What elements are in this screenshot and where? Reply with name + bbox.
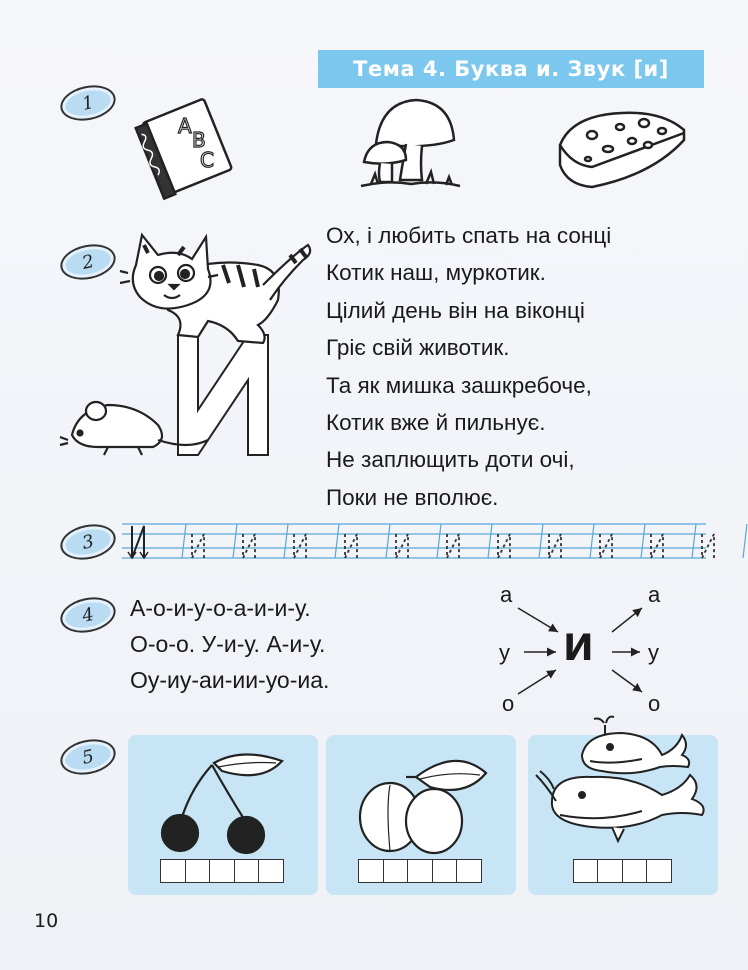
task-badge-3: 3 (57, 520, 119, 565)
abc-letter-b: B (192, 128, 206, 152)
abc-letter-a: A (178, 114, 192, 138)
page-number: 10 (34, 910, 59, 932)
letter-box[interactable] (209, 859, 235, 883)
letter-trace (651, 534, 663, 558)
letter-box[interactable] (258, 859, 284, 883)
letter-trace (396, 534, 408, 558)
vowel-left-bottom: о (502, 691, 515, 716)
poem-line: Котик вже й пильнує. (326, 410, 546, 436)
letter-trace (498, 534, 510, 558)
abc-book-picture (140, 95, 240, 195)
poem-line: Та як мишка зашкребоче, (326, 372, 592, 398)
vowel-right-top: а (648, 582, 661, 607)
cherries-picture (152, 747, 302, 857)
letter-trace (600, 534, 612, 558)
letter-box[interactable] (646, 859, 672, 883)
letter-boxes (128, 859, 318, 885)
letter-box[interactable] (358, 859, 384, 883)
letter-trace (345, 534, 357, 558)
whales-picture (532, 715, 712, 845)
poem-line: Поки не вполює. (326, 484, 499, 510)
slant-guide (182, 524, 186, 558)
vowel-right-bottom: о (648, 691, 661, 716)
letter-box[interactable] (573, 859, 599, 883)
vowel-left-top: а (500, 582, 513, 607)
mushroom-picture (356, 92, 466, 192)
abc-letter-c: C (200, 148, 214, 172)
poem-line: Цілий день він на віконці (326, 297, 585, 323)
letter-trace (243, 534, 255, 558)
letter-trace (294, 534, 306, 558)
letter-box[interactable] (456, 859, 482, 883)
picture-card-cherries (128, 735, 318, 895)
letter-trace (447, 534, 459, 558)
task-badge-4: 4 (57, 593, 119, 638)
syllable-line: Оу-иу-аи-ии-уо-иа. (130, 667, 330, 693)
letter-box[interactable] (160, 859, 186, 883)
letter-boxes (528, 859, 718, 885)
slant-guide (233, 524, 237, 558)
cheese-picture (552, 105, 692, 195)
slant-guide (743, 524, 747, 558)
vowel-center-letter: и (563, 615, 594, 671)
letter-box[interactable] (383, 859, 409, 883)
slant-guide (641, 524, 645, 558)
poem-line: Ох, і любить спать на сонці (326, 223, 612, 248)
slant-guide (437, 524, 441, 558)
task-badge-1: 1 (57, 81, 119, 126)
page-title: Тема 4. Буква и. Звук [и] (318, 50, 704, 88)
vowel-right-mid: у (648, 640, 659, 665)
letter-boxes (326, 859, 516, 885)
syllable-line: А-о-и-у-о-а-и-и-у. (130, 595, 311, 621)
poem-line: Не заплющить доти очі, (326, 447, 575, 473)
picture-card-plums (326, 735, 516, 895)
poem-line: Котик наш, муркотик. (326, 260, 546, 286)
slant-guide (692, 524, 696, 558)
letter-box[interactable] (622, 859, 648, 883)
slant-guide (539, 524, 543, 558)
task-badge-2: 2 (57, 240, 119, 285)
handwriting-practice-line (122, 518, 706, 564)
letter-trace (192, 534, 204, 558)
letter-trace (702, 534, 714, 558)
letter-trace (549, 534, 561, 558)
slant-guide (284, 524, 288, 558)
letter-box[interactable] (234, 859, 260, 883)
task-badge-5: 5 (57, 735, 119, 780)
poem (326, 217, 726, 516)
letter-box[interactable] (432, 859, 458, 883)
slant-guide (335, 524, 339, 558)
plums-picture (346, 747, 496, 857)
syllable-line: О-о-о. У-и-у. А-и-у. (130, 631, 326, 657)
slant-guide (590, 524, 594, 558)
picture-card-whales (528, 735, 718, 895)
letter-box[interactable] (597, 859, 623, 883)
slant-guide (488, 524, 492, 558)
poem-line: Гріє свій животик. (326, 335, 510, 361)
syllable-lines (130, 590, 329, 698)
cat-and-mouse-picture (58, 225, 318, 465)
letter-box[interactable] (407, 859, 433, 883)
letter-box[interactable] (185, 859, 211, 883)
vowel-left-mid: у (499, 640, 510, 665)
slant-guide (386, 524, 390, 558)
